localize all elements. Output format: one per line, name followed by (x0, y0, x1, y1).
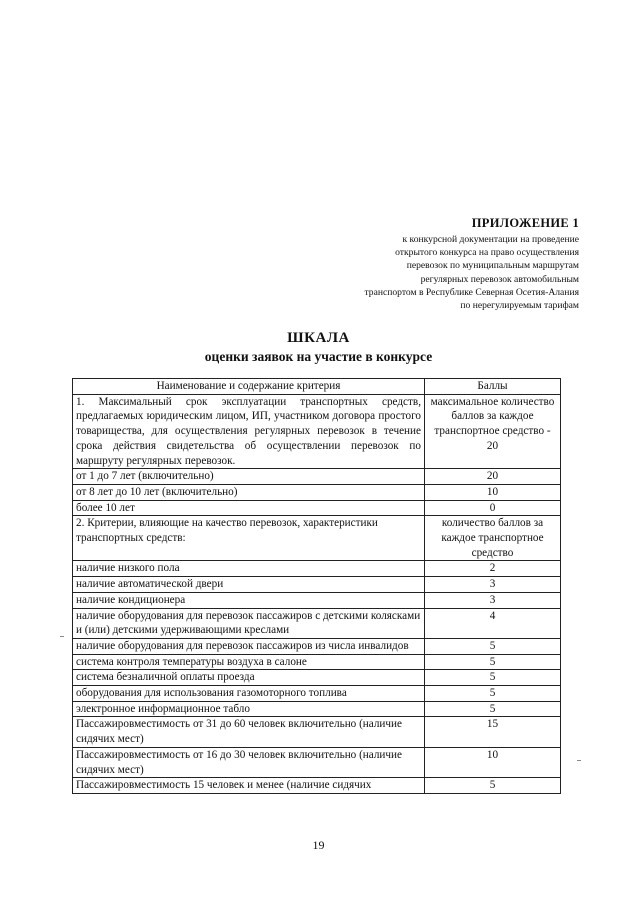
table-row (73, 394, 561, 469)
criterion-name: 2. Критерии, влияющие на качество перевозок, характеристики транспортных средств: (73, 516, 425, 561)
criterion-score: 2 (425, 561, 561, 577)
criterion-name: наличие оборудования для перевозок пассажиров с детскими колясками и (или) детскими удерживающими креслами (73, 608, 425, 638)
table-row (73, 561, 561, 577)
scan-artifact (60, 636, 64, 637)
criterion-score: 5 (425, 654, 561, 670)
criteria-table (72, 378, 561, 794)
table-row (73, 778, 561, 794)
criterion-name: Пассажировместимость 15 человек и менее (наличие сидячих (73, 778, 425, 794)
criterion-name: от 1 до 7 лет (включительно) (73, 469, 425, 485)
criterion-name: от 8 лет до 10 лет (включительно) (73, 484, 425, 500)
appendix-title: ПРИЛОЖЕНИЕ 1 (471, 216, 579, 230)
table-row (73, 638, 561, 654)
appendix-line: регулярных перевозок автомобильным (420, 273, 579, 285)
table-row (73, 469, 561, 485)
criterion-score: 3 (425, 592, 561, 608)
criterion-name: оборудования для использования газомоторного топлива (73, 686, 425, 702)
table-row (73, 654, 561, 670)
table-row (73, 500, 561, 516)
table-row (73, 701, 561, 717)
criterion-name: система контроля температуры воздуха в салоне (73, 654, 425, 670)
table-row (73, 577, 561, 593)
appendix-header (279, 216, 579, 312)
criterion-name: 1. Максимальный срок эксплуатации транспортных средств, предлагаемых юридическим лицом, ИП, участником договора простого товарищества, для осуществления регулярных перевозок в течение срока действия свидетельства об осуществлении перевозок по маршруту регулярных перевозок. (73, 394, 425, 469)
criterion-score: максимальное количество баллов за каждое транспортное средство - 20 (425, 394, 561, 469)
table-row (73, 670, 561, 686)
table-row (73, 747, 561, 777)
criterion-score: 4 (425, 608, 561, 638)
table-row (73, 592, 561, 608)
criterion-name: система безналичной оплаты проезда (73, 670, 425, 686)
table-row (73, 484, 561, 500)
scale-title: ШКАЛА (287, 330, 350, 346)
appendix-line: транспортом в Республике Северная Осетия-Алания (364, 286, 579, 298)
criterion-name: наличие оборудования для перевозок пассажиров из числа инвалидов (73, 638, 425, 654)
table-row (73, 686, 561, 702)
criterion-score: 0 (425, 500, 561, 516)
criterion-score: 5 (425, 686, 561, 702)
appendix-line: к конкурсной документации на проведение (402, 234, 579, 245)
criterion-name: более 10 лет (73, 500, 425, 516)
appendix-line: перевозок по муниципальным маршрутам (406, 260, 579, 272)
criterion-name: наличие низкого пола (73, 561, 425, 577)
criterion-name: Пассажировместимость от 16 до 30 человек включительно (наличие сидячих мест) (73, 747, 425, 777)
criterion-name: Пассажировместимость от 31 до 60 человек включительно (наличие сидячих мест) (73, 717, 425, 747)
criterion-score: 5 (425, 778, 561, 794)
header-name: Наименование и содержание критерия (73, 379, 425, 395)
table-header-row (73, 379, 561, 395)
criterion-score: 5 (425, 670, 561, 686)
table-row (73, 717, 561, 747)
header-score: Баллы (425, 379, 561, 395)
criterion-score: 3 (425, 577, 561, 593)
criterion-score: количество баллов за каждое транспортное средство (425, 516, 561, 561)
table-row (73, 608, 561, 638)
criterion-score: 20 (425, 469, 561, 485)
criterion-name: наличие кондиционера (73, 592, 425, 608)
table-row (73, 516, 561, 561)
appendix-line: по нерегулируемым тарифам (460, 300, 579, 312)
criterion-score: 15 (425, 717, 561, 747)
criterion-score: 10 (425, 747, 561, 777)
scan-artifact (577, 760, 581, 761)
criterion-name: электронное информационное табло (73, 701, 425, 717)
scale-subtitle: оценки заявок на участие в конкурсе (204, 349, 433, 364)
criterion-score: 5 (425, 638, 561, 654)
appendix-line: открытого конкурса на право осуществления (395, 247, 579, 259)
page-number: 19 (312, 838, 325, 852)
criterion-score: 10 (425, 484, 561, 500)
criterion-name: наличие автоматической двери (73, 577, 425, 593)
criterion-score: 5 (425, 701, 561, 717)
